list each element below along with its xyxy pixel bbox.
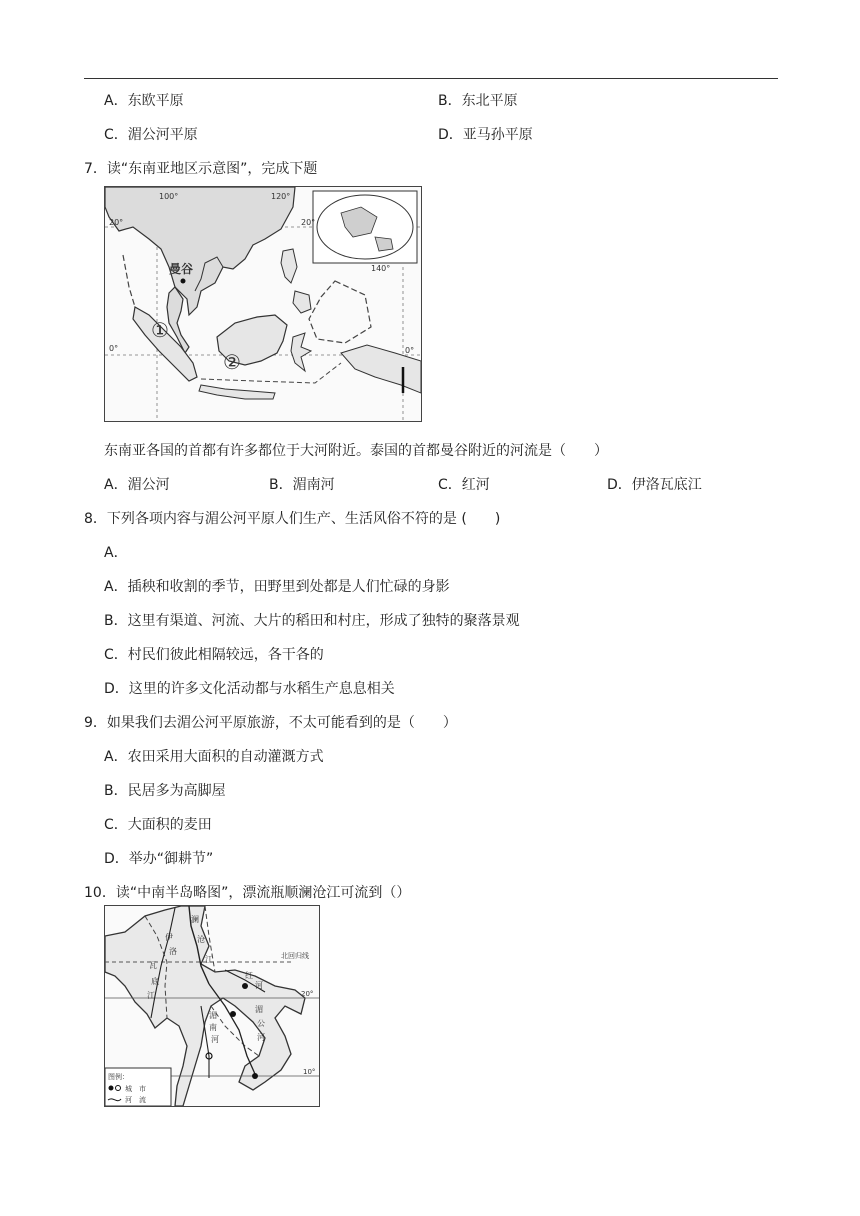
q8-option-a[interactable]: A．插秧和收割的季节，田野里到处都是人们忙碌的身影: [104, 579, 450, 595]
q6-option-d[interactable]: D．亚马孙平原: [438, 127, 533, 143]
q6-option-a[interactable]: A．东欧平原: [104, 93, 184, 109]
bangkok-dot: [181, 279, 186, 284]
red-river-char-2: 河: [255, 981, 263, 990]
lancang-char-1: 澜: [191, 915, 199, 924]
irrawaddy-char-3: 瓦: [149, 961, 157, 970]
irrawaddy-char-5: 江: [147, 991, 155, 1000]
lancang-char-2: 沧: [197, 935, 205, 944]
map-label-bangkok: 曼谷: [169, 262, 194, 276]
q6-option-b[interactable]: B．东北平原: [438, 93, 518, 109]
red-river-char-1: 红: [245, 971, 253, 980]
q8-option-d[interactable]: D．这里的许多文化活动都与水稻生产息息相关: [104, 681, 395, 697]
mekong-char-1: 湄: [255, 1005, 263, 1014]
q8-blank-option[interactable]: A．: [104, 545, 128, 561]
lat-label-20-right: 20°: [301, 218, 316, 227]
lat-label-0-right: 0°: [405, 346, 415, 355]
q9-stem: 9．如果我们去湄公河平原旅游，不太可能看到的是（ ）: [84, 715, 457, 731]
lat-10-label: 10°: [303, 1068, 316, 1076]
q7-text: 东南亚各国的首都有许多都位于大河附近。泰国的首都曼谷附近的河流是（ ）: [104, 443, 608, 459]
menam-char-2: 南: [209, 1023, 217, 1032]
lat-label-20-left: 20°: [109, 218, 124, 227]
q10-stem: 10．读“中南半岛略图”，漂流瓶顺澜沧江可流到（）: [84, 885, 411, 901]
q9-option-d[interactable]: D．举办“御耕节”: [104, 851, 214, 867]
irrawaddy-char-2: 洛: [169, 947, 177, 956]
q7-option-d[interactable]: D．伊洛瓦底江: [607, 477, 702, 493]
tropic-label: 北回归线: [281, 952, 309, 960]
q7-option-b[interactable]: B．湄南河: [269, 477, 335, 493]
menam-char-1: 湄: [209, 1011, 217, 1020]
q8-option-b[interactable]: B．这里有渠道、河流、大片的稻田和村庄，形成了独特的聚落景观: [104, 613, 520, 629]
irrawaddy-char-4: 底: [151, 977, 159, 986]
q7-option-c[interactable]: C．红河: [438, 477, 490, 493]
lon-label-120: 120°: [271, 192, 291, 201]
legend-title: 图例：: [108, 1073, 129, 1081]
indochina-map: [104, 905, 320, 1107]
lon-label-140: 140°: [371, 264, 391, 273]
lancang-char-3: 江: [205, 955, 213, 964]
q9-option-b[interactable]: B．民居多为高脚屋: [104, 783, 226, 799]
q9-option-a[interactable]: A．农田采用大面积的自动灌溉方式: [104, 749, 324, 765]
mekong-char-3: 河: [257, 1033, 265, 1042]
q7-option-a[interactable]: A．湄公河: [104, 477, 170, 493]
lon-label-100: 100°: [159, 192, 179, 201]
legend-city: 城 市: [125, 1085, 146, 1093]
lat-20-label: 20°: [301, 990, 314, 998]
southeast-asia-map: [104, 186, 422, 422]
marker-1: ①: [151, 318, 169, 342]
menam-char-3: 河: [211, 1035, 219, 1044]
q9-option-c[interactable]: C．大面积的麦田: [104, 817, 212, 833]
mekong-char-2: 公: [257, 1019, 265, 1028]
q8-stem: 8．下列各项内容与湄公河平原人们生产、生活风俗不符的是 ( ): [84, 511, 501, 527]
q7-stem: 7．读“东南亚地区示意图”，完成下题: [84, 161, 318, 177]
marker-2: ②: [223, 350, 241, 374]
q6-option-c[interactable]: C．湄公河平原: [104, 127, 198, 143]
irrawaddy-char-1: 伊: [165, 933, 173, 942]
lat-label-0-left: 0°: [109, 344, 119, 353]
legend-river: 河 流: [125, 1096, 146, 1104]
q8-option-c[interactable]: C．村民们彼此相隔较远，各干各的: [104, 647, 324, 663]
header-rule: [84, 78, 778, 79]
